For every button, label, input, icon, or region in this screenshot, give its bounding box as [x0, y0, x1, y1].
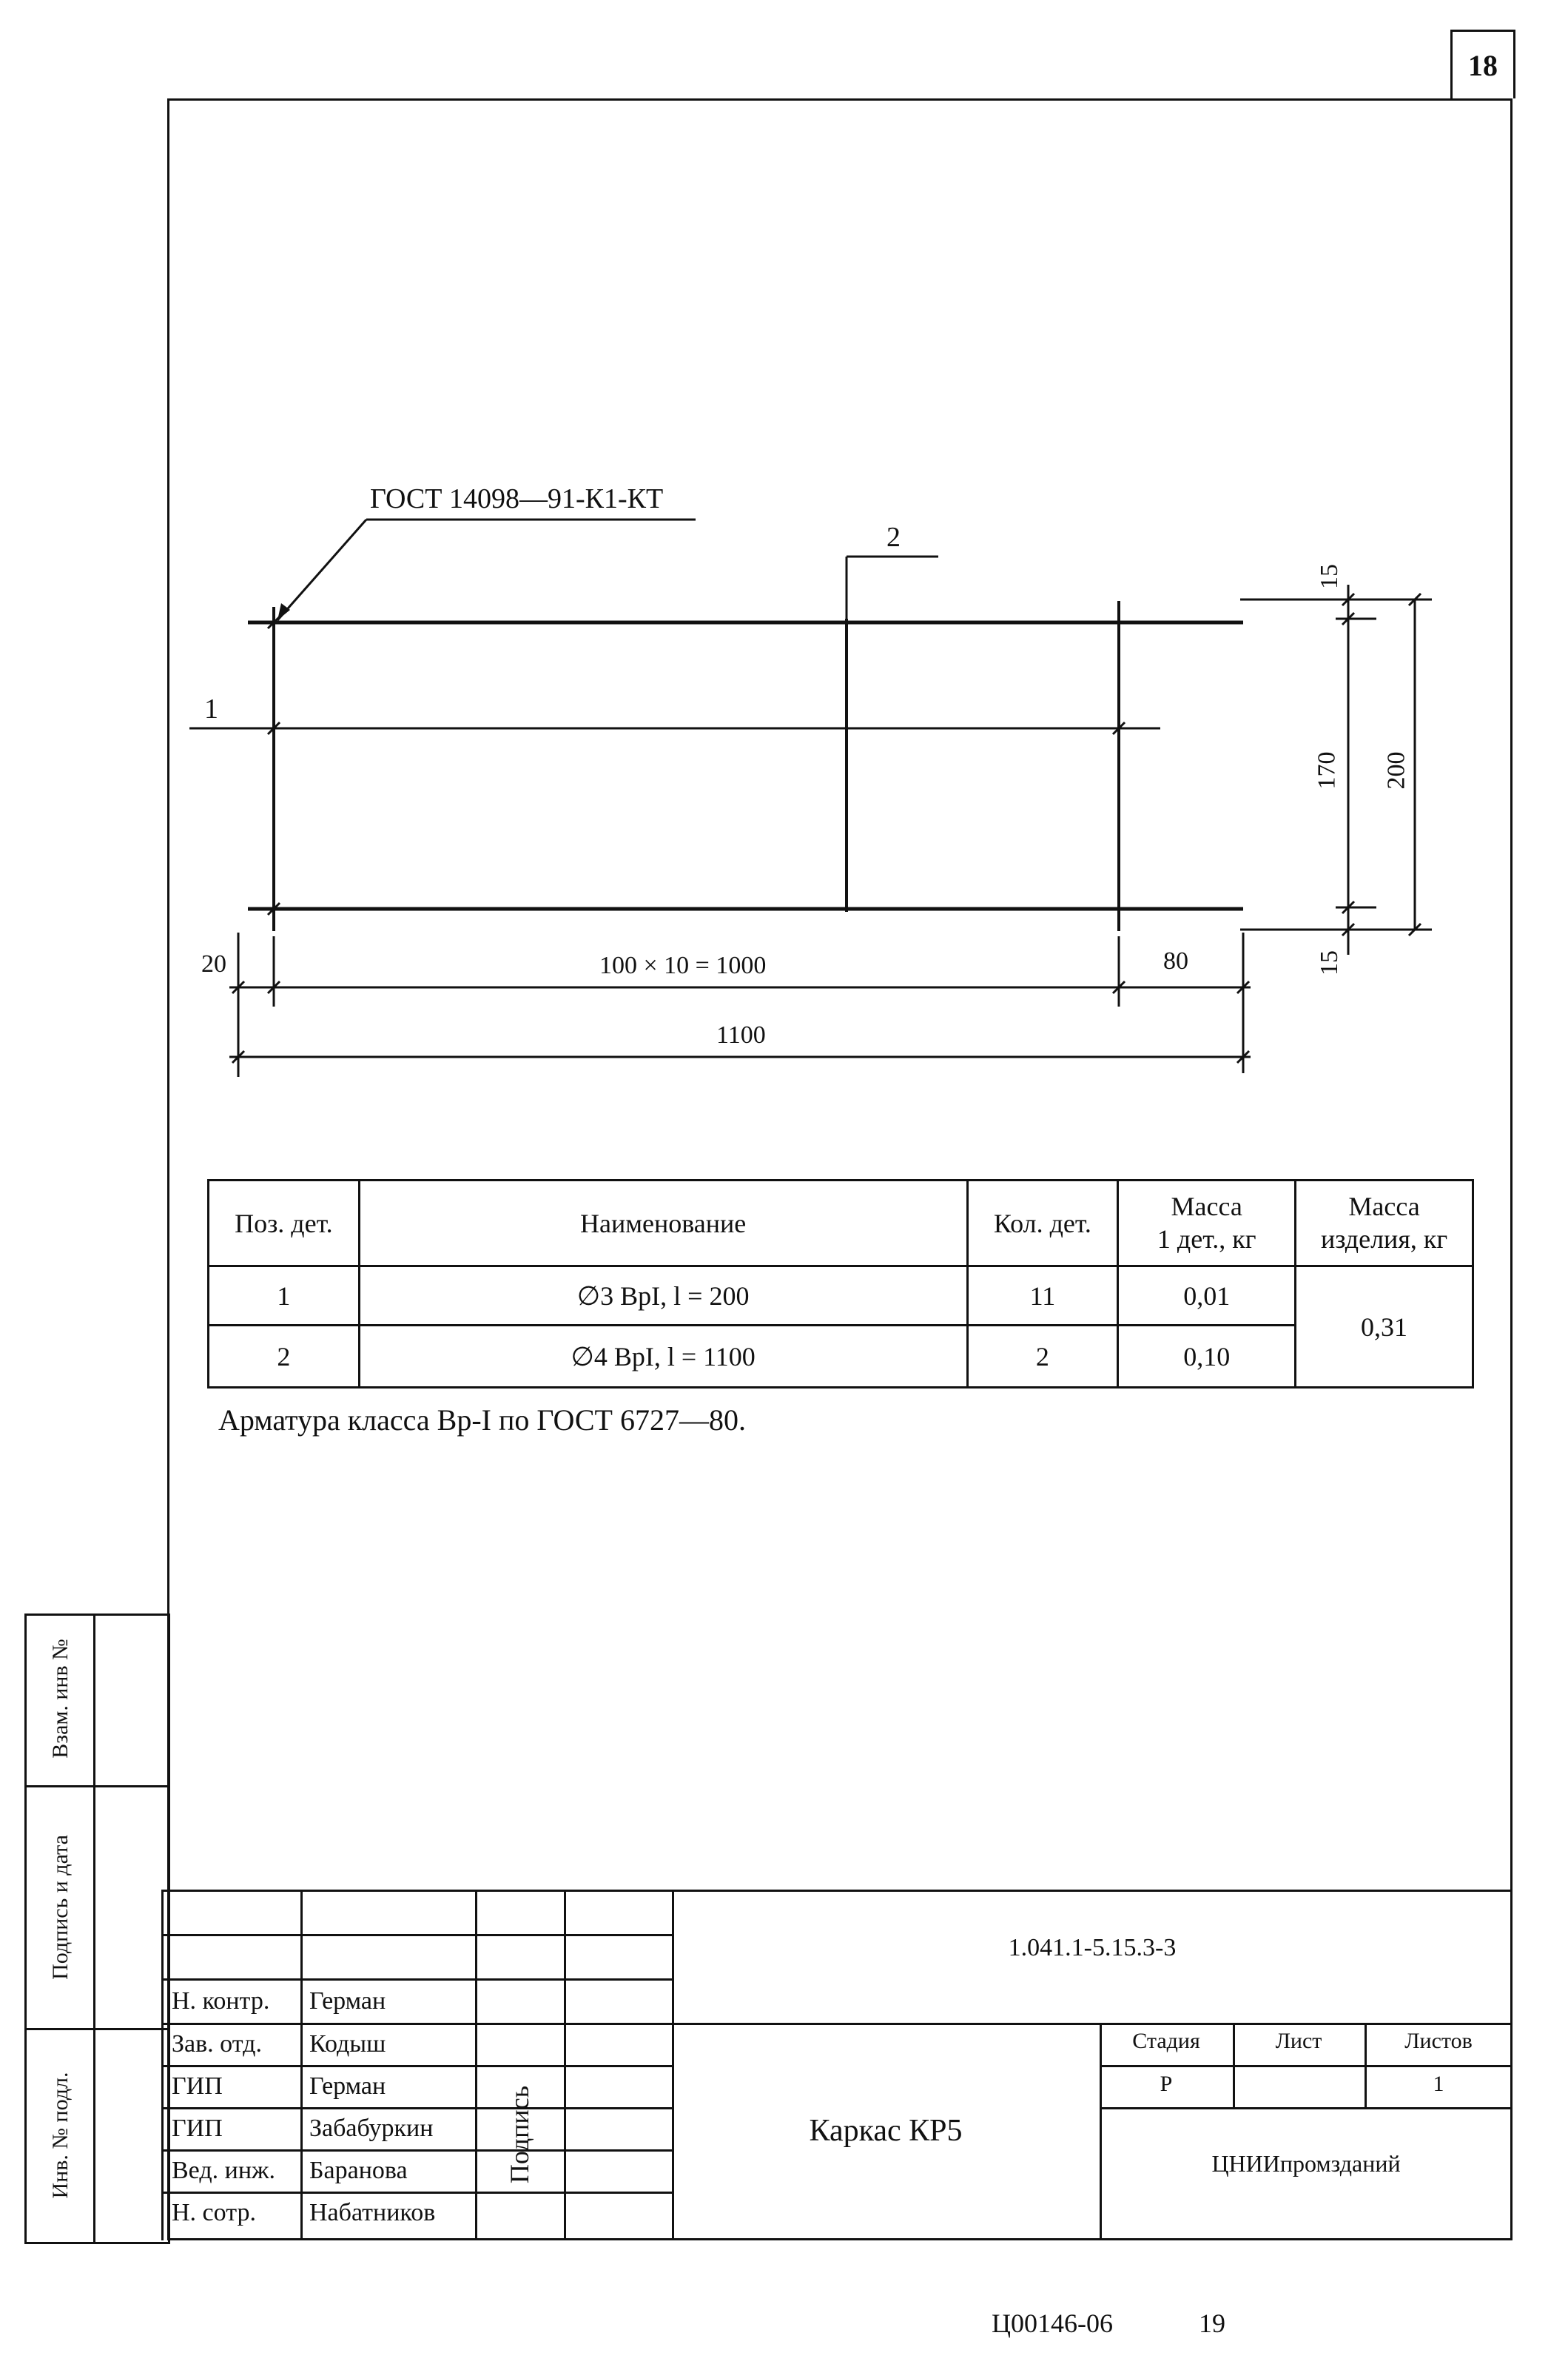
dim-right-offset: 80: [1163, 947, 1188, 975]
dim-left-offset: 20: [201, 950, 226, 978]
role-zav-otd: Зав. отд.: [172, 2030, 262, 2058]
side-stamp-values: [93, 1614, 170, 2244]
role-ved-inzh: Вед. инж.: [172, 2157, 276, 2184]
header-mass-unit: Масса 1 дет., кг: [1118, 1181, 1296, 1266]
stage-value: Р: [1160, 2072, 1173, 2096]
weld-note: ГОСТ 14098—91-К1-КТ: [370, 483, 664, 514]
sheet-number: 18: [1450, 30, 1515, 98]
row1-qty: 11: [967, 1266, 1118, 1326]
side-divider-2: [24, 2028, 170, 2030]
role-gip-2: ГИП: [172, 2115, 223, 2142]
title-block: [161, 1890, 1513, 2240]
dim-bottom-gap: 15: [1316, 950, 1343, 976]
side-label-vzam: Взам. инв №: [48, 1639, 73, 1759]
sheets-value: 1: [1433, 2072, 1444, 2096]
document-code: 1.041.1-5.15.3-3: [1008, 1934, 1177, 1961]
total-mass: 0,31: [1296, 1266, 1473, 1388]
dim-spacing: 100 × 10 = 1000: [599, 952, 767, 979]
dim-inner-height: 170: [1313, 751, 1341, 790]
row1-name: ∅3 ВрI, l = 200: [359, 1266, 967, 1326]
name-gip-1: Герман: [309, 2072, 386, 2100]
row2-name: ∅4 ВрI, l = 1100: [359, 1326, 967, 1388]
organization: ЦНИИпромзданий: [1211, 2150, 1401, 2177]
side-label-inv-no: Инв. № подл.: [48, 2072, 73, 2199]
row2-pos: 2: [209, 1326, 360, 1388]
name-ved-inzh: Баранова: [309, 2157, 408, 2184]
sheet-label: Лист: [1275, 2029, 1322, 2053]
dim-top-gap: 15: [1316, 564, 1343, 589]
side-label-signature-date: Подпись и дата: [48, 1835, 73, 1980]
row2-qty: 2: [967, 1326, 1118, 1388]
stage-label: Стадия: [1132, 2029, 1200, 2053]
name-n-sotr: Набатников: [309, 2199, 436, 2226]
name-zav-otd: Кодыш: [309, 2030, 386, 2058]
table-header-row: [209, 1181, 1473, 1266]
specification-table: [207, 1179, 1474, 1388]
row2-mass: 0,10: [1118, 1326, 1296, 1388]
side-divider-1: [24, 1785, 170, 1787]
drawing-title: Каркас КР5: [809, 2114, 963, 2148]
dim-total-length: 1100: [716, 1021, 766, 1049]
row1-pos: 1: [209, 1266, 360, 1326]
footer-page: 19: [1199, 2308, 1225, 2338]
name-gip-2: Забабуркин: [309, 2115, 434, 2142]
table-row: [209, 1266, 1473, 1326]
dim-total-height: 200: [1382, 751, 1410, 790]
position-1-label: 1: [204, 694, 218, 725]
role-n-kontr: Н. контр.: [172, 1987, 270, 2015]
header-mass-total: Масса изделия, кг: [1296, 1181, 1473, 1266]
signature-header: Подпись: [505, 2085, 534, 2184]
material-note: Арматура класса Вр-I по ГОСТ 6727—80.: [218, 1403, 746, 1437]
row1-mass: 0,01: [1118, 1266, 1296, 1326]
header-qty: Кол. дет.: [967, 1181, 1118, 1266]
footer-code: Ц00146-06: [992, 2308, 1113, 2338]
role-gip-1: ГИП: [172, 2072, 223, 2100]
name-n-kontr: Герман: [309, 1987, 386, 2015]
header-pos: Поз. дет.: [209, 1181, 360, 1266]
table-row: [209, 1326, 1473, 1388]
role-n-sotr: Н. сотр.: [172, 2199, 256, 2226]
position-2-label: 2: [886, 522, 901, 553]
sheets-label: Листов: [1404, 2029, 1473, 2053]
header-name: Наименование: [359, 1181, 967, 1266]
